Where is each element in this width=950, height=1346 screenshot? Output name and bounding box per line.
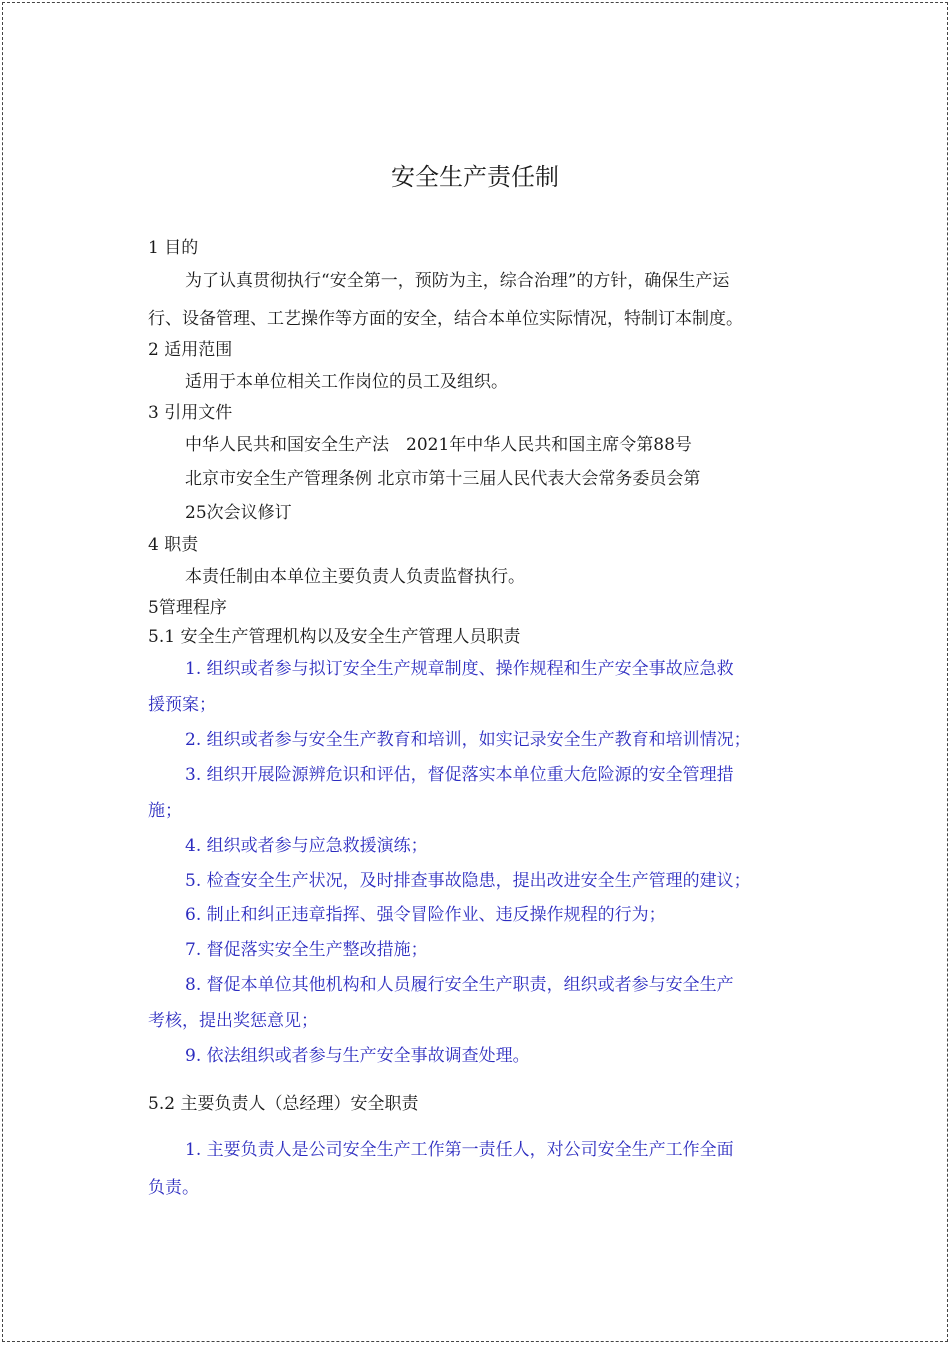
duty-item-8-line-1: 8. 督促本单位其他机构和人员履行安全生产职责，组织或者参与安全生产: [185, 975, 734, 995]
duty-item-3-line-1: 3. 组织开展险源辨危识和评估，督促落实本单位重大危险源的安全管理措: [185, 765, 734, 785]
duty-item-1-line-1: 1. 组织或者参与拟订安全生产规章制度、操作规程和生产安全事故应急救: [185, 659, 734, 679]
section-2-paragraph: 适用于本单位相关工作岗位的员工及组织。: [185, 372, 508, 392]
section-1-paragraph-line-1: 为了认真贯彻执行“安全第一，预防为主，综合治理”的方针，确保生产运: [185, 271, 730, 291]
section-4-heading: 4 职责: [148, 535, 199, 555]
principal-duty-item-1-line-2: 负责。: [148, 1178, 199, 1198]
reference-2-line-2: 25次会议修订: [185, 503, 292, 523]
duty-item-3-line-2: 施；: [148, 801, 182, 821]
duty-item-7: 7. 督促落实安全生产整改措施；: [185, 940, 428, 960]
section-2-heading: 2 适用范围: [148, 340, 233, 360]
duty-item-9: 9. 依法组织或者参与生产安全事故调查处理。: [185, 1046, 530, 1066]
section-1-paragraph-line-2: 行、设备管理、工艺操作等方面的安全，结合本单位实际情况，特制订本制度。: [148, 309, 743, 329]
duty-item-8-line-2: 考核，提出奖惩意见；: [148, 1011, 318, 1031]
duty-item-2: 2. 组织或者参与安全生产教育和培训，如实记录安全生产教育和培训情况；: [185, 730, 751, 750]
section-5-1-heading: 5.1 安全生产管理机构以及安全生产管理人员职责: [148, 627, 521, 647]
section-1-heading: 1 目的: [148, 238, 199, 258]
document-page: [2, 2, 948, 1342]
section-5-heading: 5管理程序: [148, 598, 227, 618]
section-3-heading: 3 引用文件: [148, 403, 233, 423]
section-4-paragraph: 本责任制由本单位主要负责人负责监督执行。: [185, 567, 525, 587]
duty-item-1-line-2: 援预案；: [148, 695, 216, 715]
duty-item-5: 5. 检查安全生产状况，及时排查事故隐患，提出改进安全生产管理的建议；: [185, 871, 751, 891]
principal-duty-item-1-line-1: 1. 主要负责人是公司安全生产工作第一责任人，对公司安全生产工作全面: [185, 1140, 734, 1160]
duty-item-6: 6. 制止和纠正违章指挥、强令冒险作业、违反操作规程的行为；: [185, 905, 666, 925]
section-5-2-heading: 5.2 主要负责人（总经理）安全职责: [148, 1094, 419, 1114]
duty-item-4: 4. 组织或者参与应急救援演练；: [185, 836, 428, 856]
reference-2-line-1: 北京市安全生产管理条例 北京市第十三届人民代表大会常务委员会第: [185, 469, 701, 489]
document-title: 安全生产责任制: [391, 163, 559, 191]
reference-1: 中华人民共和国安全生产法 2021年中华人民共和国主席令第88号: [185, 435, 692, 455]
